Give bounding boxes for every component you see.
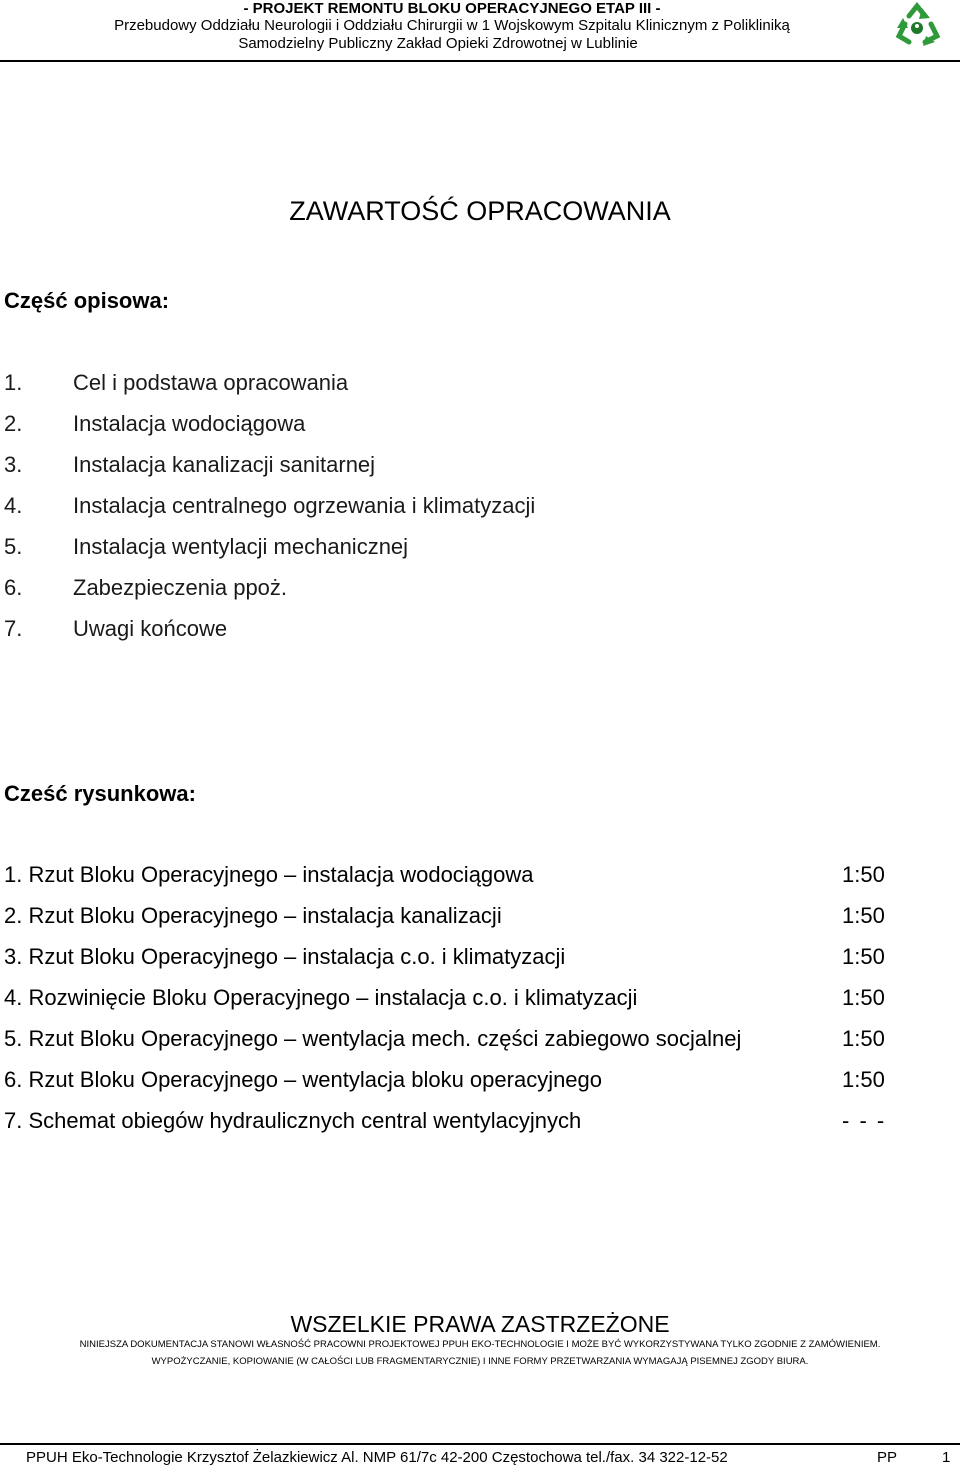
drawing-scale: 1:50: [842, 862, 885, 887]
drawing-item: 5. Rzut Bloku Operacyjnego – wentylacja mech. części zabiegowo socjalnej: [4, 1026, 742, 1051]
drawing-item: 4. Rozwinięcie Bloku Operacyjnego – instalacja c.o. i klimatyzacji: [4, 985, 638, 1010]
header-line-3: Samodzielny Publiczny Zakład Opieki Zdrowotnej w Lublinie: [238, 35, 638, 52]
drawing-item: 3. Rzut Bloku Operacyjnego – instalacja c.o. i klimatyzacji: [4, 944, 566, 969]
rights-notice-1: NINIEJSZA DOKUMENTACJA STANOWI WŁASNOŚĆ PRACOWNI PROJEKTOWEJ PPUH EKO-TECHNOLOGIE I MOŻE BYĆ WYKORZYSTYWANA TYLKO ZGODNIE Z ZAMÓWIENIEM.: [79, 1339, 881, 1350]
item-label: Instalacja kanalizacji sanitarnej: [73, 452, 376, 477]
header-rule: [0, 60, 960, 62]
drawing-item: 7. Schemat obiegów hydraulicznych central wentylacyjnych: [4, 1108, 582, 1133]
page-title: ZAWARTOŚĆ OPRACOWANIA: [289, 196, 671, 226]
item-label: Uwagi końcowe: [73, 616, 228, 641]
drawing-scale: - - -: [842, 1108, 887, 1133]
item-label: Instalacja wentylacji mechanicznej: [73, 534, 409, 559]
item-label: Cel i podstawa opracowania: [73, 370, 349, 395]
list-item: [4, 370, 348, 396]
item-label: Instalacja wodociągowa: [73, 411, 306, 436]
drawing-scale: 1:50: [842, 903, 885, 928]
recycle-logo-icon: [893, 2, 941, 50]
rights-heading: WSZELKIE PRAWA ZASTRZEŻONE: [290, 1311, 670, 1337]
item-label: Zabezpieczenia ppoż.: [73, 575, 288, 600]
footer-company: PPUH Eko-Technologie Krzysztof Żelazkiewicz Al. NMP 61/7c 42-200 Częstochowa tel./fax. 34 322-12-52: [26, 1449, 728, 1466]
drawing-scale: 1:50: [842, 1026, 885, 1051]
item-number: 4.: [4, 493, 23, 518]
item-number: 3.: [4, 452, 23, 477]
footer-code: PP: [877, 1449, 898, 1466]
list-item: [4, 616, 227, 642]
drawing-item: 1. Rzut Bloku Operacyjnego – instalacja wodociągowa: [4, 862, 534, 887]
drawings-heading: Cześć rysunkowa:: [4, 781, 196, 806]
item-number: 5.: [4, 534, 23, 559]
list-item: [4, 493, 535, 519]
rights-notice-2: WYPOŻYCZANIE, KOPIOWANIE (W CAŁOŚCI LUB FRAGMENTARYCZNIE) I INNE FORMY PRZETWARZANIA WYMAGAJĄ PISEMNEJ ZGODY BIURA.: [151, 1356, 809, 1367]
item-number: 6.: [4, 575, 23, 600]
drawing-item: 6. Rzut Bloku Operacyjnego – wentylacja bloku operacyjnego: [4, 1067, 603, 1092]
header-line-1: - PROJEKT REMONTU BLOKU OPERACYJNEGO ETAP III -: [243, 0, 661, 17]
drawing-scale: 1:50: [842, 985, 885, 1010]
footer-page-number: 1: [942, 1449, 951, 1466]
drawing-item: 2. Rzut Bloku Operacyjnego – instalacja kanalizacji: [4, 903, 502, 928]
drawing-scale: 1:50: [842, 944, 885, 969]
footer-rule: [0, 1443, 960, 1445]
descriptive-heading: Część opisowa:: [4, 288, 170, 313]
item-number: 1.: [4, 370, 23, 395]
header-line-2: Przebudowy Oddziału Neurologii i Oddziału Chirurgii w 1 Wojskowym Szpitalu Klinicznym z Polikliniką: [114, 17, 790, 34]
list-item: [4, 411, 305, 437]
list-item: [4, 575, 287, 601]
item-number: 2.: [4, 411, 23, 436]
item-number: 7.: [4, 616, 23, 641]
item-label: Instalacja centralnego ogrzewania i klimatyzacji: [73, 493, 536, 518]
drawing-scale: 1:50: [842, 1067, 885, 1092]
list-item: [4, 452, 375, 478]
list-item: [4, 534, 408, 560]
